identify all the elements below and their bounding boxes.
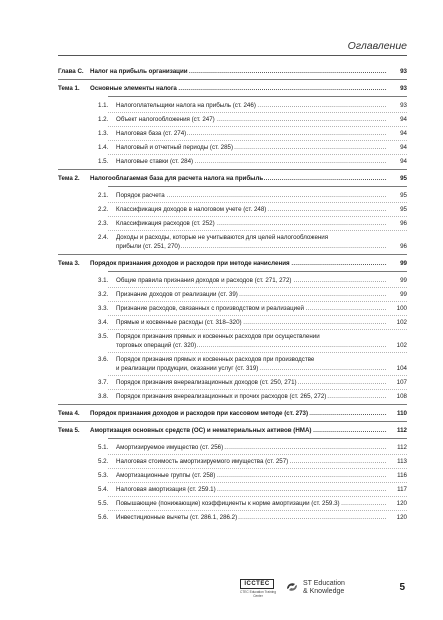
toc-chapter-entry[interactable] bbox=[58, 426, 407, 435]
toc-page-number: 94 bbox=[387, 143, 407, 152]
toc-chapter-entry[interactable] bbox=[58, 259, 407, 268]
toc-entry-title bbox=[90, 409, 407, 418]
toc-entry-title-text: Налогооблагаемая база для расчета налога на прибыль bbox=[90, 175, 264, 182]
toc-entry-title-text: Основные элементы налога bbox=[90, 85, 177, 92]
toc-entry-title bbox=[116, 332, 407, 350]
toc-section-number: 5.3. bbox=[98, 472, 109, 479]
toc-section-number: 1.3. bbox=[98, 130, 109, 137]
toc-entry-title-text: Прямые и косвенные расходы (ст. 318–320) bbox=[116, 319, 242, 326]
toc-section-entry[interactable] bbox=[58, 318, 407, 327]
toc-page-number: 96 bbox=[387, 219, 407, 228]
entry-divider bbox=[108, 482, 407, 483]
toc-section-number: 5.6. bbox=[98, 514, 109, 521]
toc-entry-title bbox=[116, 443, 407, 452]
toc-section-entry[interactable] bbox=[58, 457, 407, 466]
toc-entry-title bbox=[90, 259, 407, 268]
toc-section-entry[interactable] bbox=[58, 485, 407, 494]
toc-entry-title-text: Амортизационные группы (ст. 258) bbox=[116, 472, 216, 479]
toc-page-number: 94 bbox=[387, 115, 407, 124]
toc-entry-title bbox=[116, 290, 407, 299]
toc-entry-title bbox=[116, 378, 407, 387]
toc-section-number: 1.4. bbox=[98, 144, 109, 151]
toc-entry-title bbox=[116, 485, 407, 494]
entry-divider bbox=[108, 287, 407, 288]
toc-entry-title bbox=[116, 115, 407, 124]
chapter-divider bbox=[108, 271, 407, 272]
toc-section-entry[interactable] bbox=[58, 157, 407, 166]
toc-entry-title-text: Объект налогообложения (ст. 247) bbox=[116, 116, 215, 123]
entry-divider bbox=[108, 329, 407, 330]
toc-page-number: 120 bbox=[387, 513, 407, 522]
toc-entry-title-line-1: Порядок признания прямых и косвенных расходов при осуществлении bbox=[116, 333, 320, 340]
entry-divider bbox=[108, 301, 407, 302]
toc-entry-title bbox=[116, 499, 407, 508]
brand-line-2: & Knowledge bbox=[303, 588, 345, 595]
toc-section-number: 5.1. bbox=[98, 444, 109, 451]
chapter-divider bbox=[58, 421, 407, 422]
toc-section-entry[interactable] bbox=[58, 392, 407, 401]
toc-page-number: 99 bbox=[387, 259, 407, 268]
entry-divider bbox=[108, 315, 407, 316]
toc-entry-title-line-1: Порядок признания прямых и косвенных расходов при производстве bbox=[116, 356, 315, 363]
ictec-logo-mark: ICCTEC bbox=[240, 579, 274, 589]
toc-section-entry[interactable] bbox=[58, 115, 407, 124]
toc-section-number: 3.4. bbox=[98, 319, 109, 326]
toc-page-number: 112 bbox=[387, 443, 407, 452]
ictec-logo bbox=[240, 579, 276, 598]
toc-entry-title-text: Классификация доходов в налоговом учете (ст. 248) bbox=[116, 206, 267, 213]
toc-section-entry[interactable] bbox=[58, 304, 407, 313]
toc-entry-title bbox=[116, 219, 407, 228]
toc-section-number: 2.2. bbox=[98, 206, 109, 213]
chapter-divider bbox=[108, 96, 407, 97]
toc-entry-title-text: Налоговые ставки (ст. 284) bbox=[116, 158, 194, 165]
toc-page-number: 93 bbox=[387, 84, 407, 93]
toc-section-entry[interactable] bbox=[58, 290, 407, 299]
toc-chapter-entry[interactable] bbox=[58, 84, 407, 93]
toc-page-number: 100 bbox=[387, 304, 407, 313]
toc-section-number: 5.4. bbox=[98, 486, 109, 493]
entry-divider bbox=[108, 230, 407, 231]
toc-section-number: 1.1. bbox=[98, 102, 109, 109]
toc-entry-title-text: Амортизируемое имущество (ст. 256) bbox=[116, 444, 224, 451]
toc-section-entry[interactable] bbox=[58, 191, 407, 200]
toc-entry-title bbox=[90, 84, 407, 93]
toc-page-number: 117 bbox=[387, 485, 407, 494]
toc-chapter-entry[interactable] bbox=[58, 67, 407, 76]
toc-chapter-entry[interactable] bbox=[58, 174, 407, 183]
toc-entry-title-line-1: Доходы и расходы, которые не учитываются для целей налогообложения bbox=[116, 234, 329, 241]
toc-chapter-label: Тема 4. bbox=[58, 410, 80, 417]
toc-section-number: 1.5. bbox=[98, 158, 109, 165]
toc-entry-title-text: Порядок признания доходов и расходов при кассовом методе (ст. 273) bbox=[90, 410, 309, 417]
entry-divider bbox=[108, 112, 407, 113]
header-divider bbox=[58, 55, 407, 56]
entry-divider bbox=[108, 126, 407, 127]
toc-section-entry[interactable] bbox=[58, 129, 407, 138]
toc-section-number: 2.1. bbox=[98, 192, 109, 199]
entry-divider bbox=[108, 140, 407, 141]
toc-section-number: 2.4. bbox=[98, 234, 109, 241]
toc-page-number: 95 bbox=[387, 174, 407, 183]
toc-section-entry[interactable] bbox=[58, 355, 407, 373]
toc-page-number: 93 bbox=[387, 101, 407, 110]
toc-entry-title bbox=[116, 513, 407, 522]
toc-section-entry[interactable] bbox=[58, 205, 407, 214]
toc-entry-title-text: Порядок признания внереализационных и прочих расходов (ст. 265, 272) bbox=[116, 393, 327, 400]
toc-entry-title bbox=[116, 355, 407, 373]
toc-section-number: 3.3. bbox=[98, 305, 109, 312]
toc-entry-title bbox=[116, 101, 407, 110]
toc-section-number: 5.2. bbox=[98, 458, 109, 465]
toc-page-number: 102 bbox=[387, 341, 407, 350]
toc-page-number: 95 bbox=[387, 205, 407, 214]
toc-entry-title bbox=[90, 67, 407, 76]
toc-page-number: 112 bbox=[387, 426, 407, 435]
toc-entry-title-text: Классификация расходов (ст. 252) bbox=[116, 220, 215, 227]
toc-section-entry[interactable] bbox=[58, 143, 407, 152]
toc-page-number: 94 bbox=[387, 157, 407, 166]
toc-entry-title-text: Порядок признания внереализационных доходов (ст. 250, 271) bbox=[116, 379, 297, 386]
st-education-logo-icon bbox=[285, 580, 299, 594]
toc-page-number: 108 bbox=[387, 392, 407, 401]
toc-chapter-label: Глава C. bbox=[58, 68, 84, 75]
toc-section-number: 1.2. bbox=[98, 116, 109, 123]
entry-divider bbox=[108, 468, 407, 469]
toc-entry-title-text: Налоговая стоимость амортизируемого имущества (ст. 257) bbox=[116, 458, 289, 465]
toc-section-entry[interactable] bbox=[58, 101, 407, 110]
toc-entry-title bbox=[116, 304, 407, 313]
toc-entry-title bbox=[116, 205, 407, 214]
toc-entry-title bbox=[116, 276, 407, 285]
table-of-contents bbox=[58, 66, 407, 522]
toc-section-number: 5.5. bbox=[98, 500, 109, 507]
ictec-logo-caption: CTEC Education Training Center bbox=[240, 590, 276, 598]
toc-entry-title-text: Признание расходов, связанных с производством и реализацией bbox=[116, 305, 304, 312]
toc-entry-title bbox=[90, 426, 407, 435]
chapter-divider bbox=[108, 186, 407, 187]
toc-section-entry[interactable] bbox=[58, 378, 407, 387]
toc-entry-title bbox=[116, 157, 407, 166]
entry-divider bbox=[108, 202, 407, 203]
toc-entry-title bbox=[116, 471, 407, 480]
toc-page-number: 113 bbox=[387, 457, 407, 466]
toc-entry-title-text: Порядок признания доходов и расходов при методе начисления bbox=[90, 260, 290, 267]
toc-entry-title-text: Порядок расчета bbox=[116, 192, 165, 199]
toc-section-entry[interactable] bbox=[58, 499, 407, 508]
toc-section-number: 2.3. bbox=[98, 220, 109, 227]
page-footer bbox=[0, 578, 443, 600]
toc-chapter-label: Тема 1. bbox=[58, 85, 80, 92]
toc-page-number: 116 bbox=[387, 471, 407, 480]
toc-entry-title bbox=[116, 143, 407, 152]
toc-section-entry[interactable] bbox=[58, 471, 407, 480]
toc-chapter-label: Тема 2. bbox=[58, 175, 80, 182]
page-header-title: Оглавление bbox=[347, 40, 407, 52]
chapter-divider bbox=[58, 404, 407, 405]
toc-section-number: 3.6. bbox=[98, 356, 109, 363]
entry-divider bbox=[108, 510, 407, 511]
toc-entry-title-line-2: прибыли (ст. 251, 270) bbox=[116, 243, 180, 250]
entry-divider bbox=[108, 375, 407, 376]
toc-entry-title-text: Повышающие (понижающие) коэффициенты к норме амортизации (ст. 259.3) bbox=[116, 500, 340, 507]
toc-entry-title bbox=[116, 233, 407, 251]
chapter-divider bbox=[58, 79, 407, 80]
chapter-divider bbox=[58, 169, 407, 170]
toc-entry-title bbox=[116, 129, 407, 138]
toc-entry-title-text: Общие правила признания доходов и расходов (ст. 271, 272) bbox=[116, 277, 292, 284]
toc-entry-title bbox=[116, 392, 407, 401]
brand-line-1: ST Education bbox=[303, 580, 345, 587]
toc-page-number: 93 bbox=[387, 67, 407, 76]
toc-page-number: 99 bbox=[387, 290, 407, 299]
toc-entry-title bbox=[116, 191, 407, 200]
toc-entry-title-text: Налоговый и отчетный периоды (ст. 285) bbox=[116, 144, 234, 151]
toc-entry-title-line-2: торговых операций (ст. 320) bbox=[116, 342, 197, 349]
toc-entry-title bbox=[116, 318, 407, 327]
page-number: 5 bbox=[399, 582, 405, 593]
toc-page-number: 96 bbox=[387, 242, 407, 251]
toc-entry-title-text: Инвестиционные вычеты (ст. 286.1, 286.2) bbox=[116, 514, 238, 521]
entry-divider bbox=[108, 216, 407, 217]
toc-section-number: 3.7. bbox=[98, 379, 109, 386]
toc-page-number: 107 bbox=[387, 378, 407, 387]
toc-entry-title bbox=[116, 457, 407, 466]
entry-divider bbox=[108, 496, 407, 497]
entry-divider bbox=[108, 154, 407, 155]
toc-entry-title-text: Амортизация основных средств (ОС) и нематериальных активов (НМА) bbox=[90, 427, 312, 434]
chapter-divider bbox=[108, 438, 407, 439]
toc-section-entry[interactable] bbox=[58, 513, 407, 522]
toc-chapter-label: Тема 3. bbox=[58, 260, 80, 267]
entry-divider bbox=[108, 454, 407, 455]
entry-divider bbox=[108, 389, 407, 390]
toc-entry-title-text: Налогоплательщики налога на прибыль (ст. 246) bbox=[116, 102, 256, 109]
toc-chapter-entry[interactable] bbox=[58, 409, 407, 418]
toc-page-number: 95 bbox=[387, 191, 407, 200]
toc-entry-title-text: Налог на прибыль организации bbox=[90, 68, 188, 75]
toc-section-entry[interactable] bbox=[58, 233, 407, 251]
toc-entry-title-text: Налоговая база (ст. 274) bbox=[116, 130, 187, 137]
toc-chapter-label: Тема 5. bbox=[58, 427, 80, 434]
toc-section-number: 3.1. bbox=[98, 277, 109, 284]
toc-entry-title-text: Налоговая амортизация (ст. 259.1) bbox=[116, 486, 216, 493]
entry-divider bbox=[108, 352, 407, 353]
toc-page-number: 110 bbox=[387, 409, 407, 418]
toc-entry-title-line-2: и реализации продукции, оказании услуг (ст. 319) bbox=[116, 365, 259, 372]
toc-section-entry[interactable] bbox=[58, 276, 407, 285]
toc-page-number: 99 bbox=[387, 276, 407, 285]
toc-page-number: 104 bbox=[387, 364, 407, 373]
toc-section-entry[interactable] bbox=[58, 443, 407, 452]
st-education-brand bbox=[303, 580, 345, 596]
toc-page-number: 94 bbox=[387, 129, 407, 138]
toc-page-number: 120 bbox=[387, 499, 407, 508]
toc-section-entry[interactable] bbox=[58, 332, 407, 350]
toc-page-number: 102 bbox=[387, 318, 407, 327]
toc-entry-title bbox=[90, 174, 407, 183]
toc-section-entry[interactable] bbox=[58, 219, 407, 228]
toc-section-number: 3.8. bbox=[98, 393, 109, 400]
toc-entry-title-text: Признание доходов от реализации (ст. 39) bbox=[116, 291, 238, 298]
chapter-divider bbox=[58, 254, 407, 255]
toc-section-number: 3.5. bbox=[98, 333, 109, 340]
toc-section-number: 3.2. bbox=[98, 291, 109, 298]
